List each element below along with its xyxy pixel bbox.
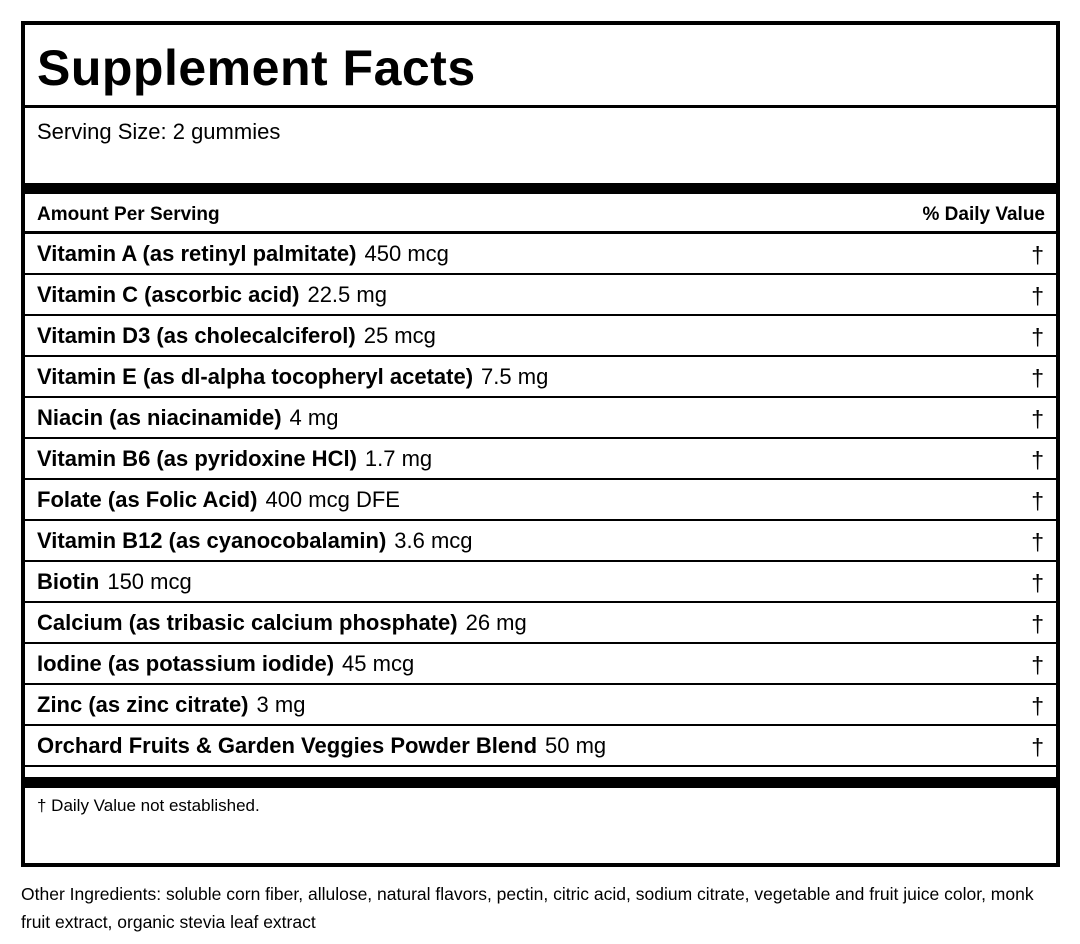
daily-value-dagger: † (1031, 693, 1044, 719)
nutrient-amount: 7.5 mg (481, 364, 549, 389)
nutrient-name: Vitamin A (as retinyl palmitate) (37, 241, 357, 266)
nutrient-name: Biotin (37, 569, 100, 594)
daily-value-dagger: † (1031, 570, 1044, 596)
daily-value-header: % Daily Value (922, 204, 1045, 225)
footnote: † Daily Value not established. (37, 796, 260, 815)
nutrient-amount: 3 mg (256, 692, 306, 717)
daily-value-dagger: † (1031, 324, 1044, 350)
nutrient-name: Vitamin B12 (as cyanocobalamin) (37, 528, 387, 553)
nutrient-name: Vitamin B6 (as pyridoxine HCl) (37, 446, 357, 471)
supplement-facts-panel (21, 21, 1060, 867)
nutrient-amount: 50 mg (545, 733, 607, 758)
table-row (25, 316, 1056, 357)
daily-value-dagger: † (1031, 734, 1044, 760)
daily-value-dagger: † (1031, 365, 1044, 391)
nutrient-name: Calcium (as tribasic calcium phosphate) (37, 610, 458, 635)
nutrient-amount: 45 mcg (342, 651, 415, 676)
nutrient-name: Iodine (as potassium iodide) (37, 651, 335, 676)
title-section (25, 25, 1056, 108)
table-row (25, 439, 1056, 480)
daily-value-dagger: † (1031, 406, 1044, 432)
nutrient-amount: 1.7 mg (364, 446, 433, 471)
nutrient-name: Zinc (as zinc citrate) (37, 692, 249, 717)
nutrient-amount: 450 mcg (364, 241, 449, 266)
nutrient-amount: 22.5 mg (307, 282, 387, 307)
daily-value-dagger: † (1031, 447, 1044, 473)
daily-value-dagger: † (1031, 611, 1044, 637)
nutrient-amount: 400 mcg DFE (265, 487, 400, 512)
table-row (25, 644, 1056, 685)
nutrient-list (25, 234, 1056, 767)
nutrient-name: Vitamin E (as dl-alpha tocopheryl acetate) (37, 364, 474, 389)
serving-size: Serving Size: 2 gummies (37, 119, 281, 144)
table-row (25, 357, 1056, 398)
table-row (25, 398, 1056, 439)
table-row (25, 521, 1056, 562)
amount-per-serving-header: Amount Per Serving (37, 204, 220, 225)
table-row (25, 234, 1056, 275)
nutrient-amount: 26 mg (465, 610, 527, 635)
page-title: Supplement Facts (37, 40, 476, 96)
nutrient-name: Vitamin D3 (as cholecalciferol) (37, 323, 356, 348)
other-ingredients: Other Ingredients: soluble corn fiber, allulose, natural flavors, pectin, citric acid, sodium citrate, vegetable and fruit juice color, monk fruit extract, organic stevia leaf extract (21, 884, 1034, 932)
nutrient-amount: 4 mg (289, 405, 339, 430)
nutrient-name: Orchard Fruits & Garden Veggies Powder Blend (37, 733, 538, 758)
table-row (25, 685, 1056, 726)
nutrient-amount: 3.6 mcg (394, 528, 473, 553)
thick-divider-bottom (25, 777, 1056, 788)
table-header (25, 196, 1056, 234)
daily-value-dagger: † (1031, 488, 1044, 514)
table-row (25, 603, 1056, 644)
nutrient-amount: 25 mcg (363, 323, 436, 348)
nutrient-name: Niacin (as niacinamide) (37, 405, 282, 430)
daily-value-dagger: † (1031, 242, 1044, 268)
thick-divider-top (25, 183, 1056, 194)
table-row (25, 726, 1056, 767)
table-row (25, 562, 1056, 603)
table-row (25, 275, 1056, 316)
nutrient-name: Folate (as Folic Acid) (37, 487, 258, 512)
daily-value-dagger: † (1031, 283, 1044, 309)
nutrient-amount: 150 mcg (107, 569, 192, 594)
table-row (25, 480, 1056, 521)
nutrient-name: Vitamin C (ascorbic acid) (37, 282, 300, 307)
daily-value-dagger: † (1031, 529, 1044, 555)
daily-value-dagger: † (1031, 652, 1044, 678)
